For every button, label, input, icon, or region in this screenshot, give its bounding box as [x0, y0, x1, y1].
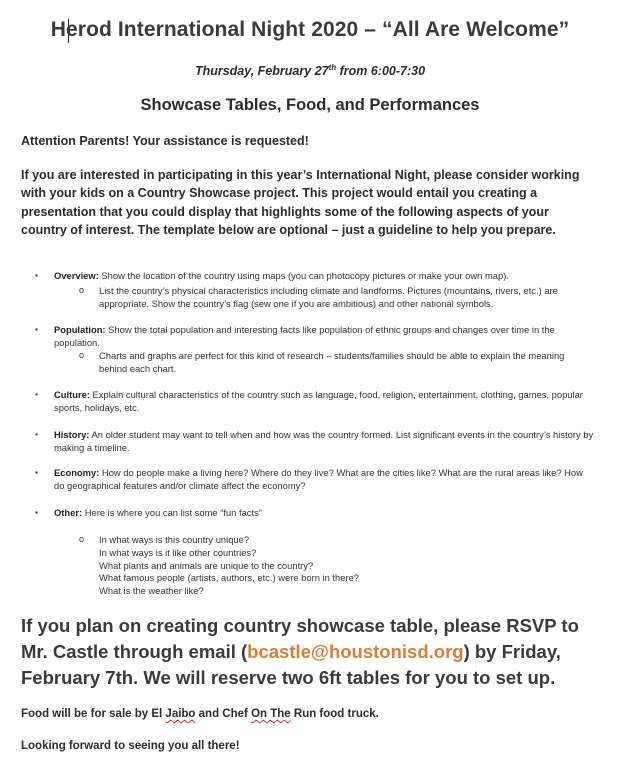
bullet-icon: ▪ — [35, 271, 38, 280]
item-text: Here is where you can list some “fun facts” — [82, 507, 262, 518]
item-text: Show the location of the country using maps (you can photocopy pictures or make your own map). — [98, 270, 509, 281]
bullet-icon: ▪ — [35, 430, 38, 439]
food-text-2: and Chef — [195, 708, 252, 720]
item-text: Show the total population and interesting facts like population of ethnic groups and changes over time in the population. — [54, 324, 555, 348]
fun-fact-item: In what ways is this country unique? — [99, 534, 250, 545]
food-text-3: Run food truck. — [290, 708, 379, 720]
document-title: Herod International Night 2020 – “All Are Welcome” — [50, 18, 570, 41]
closing-line: Looking forward to seeing you all there! — [21, 740, 240, 752]
list-item-economy — [35, 467, 594, 493]
list-item-overview — [35, 270, 594, 283]
section-heading: Showcase Tables, Food, and Performances — [140, 96, 480, 114]
item-text: An older student may want to tell when and how was the country formed. List significant events in the country’s history by making a timeline. — [54, 429, 594, 453]
fun-fact-item: What is the weather like? — [99, 585, 204, 597]
date-ordinal: th — [328, 63, 337, 72]
rsvp-paragraph — [21, 613, 601, 691]
sub-item-text: Charts and graphs are perfect for this kind of research – students/families should be able to explain the meaning behind each chart. — [99, 350, 565, 374]
rsvp-text-start: If you plan on creating country showcase table, please RSVP to Mr. Castle through email ( — [21, 615, 579, 662]
bullet-icon: ▪ — [35, 508, 38, 517]
bullet-icon: ▪ — [35, 325, 38, 334]
food-text-1: Food will be for sale by El — [21, 708, 166, 720]
fun-fact-item: In what ways is it like other countries? — [99, 546, 257, 558]
sub-item-overview — [79, 285, 579, 311]
circle-bullet-icon: o — [79, 350, 85, 360]
bullet-icon: ▪ — [35, 390, 38, 399]
event-date-time — [0, 63, 620, 78]
list-item-history — [35, 429, 594, 455]
fun-fact-item: What plants and animals are unique to the country? — [99, 559, 314, 571]
fun-facts-list — [79, 534, 594, 598]
rsvp-text-end: ) by Friday, February 7th. We will reserve two 6ft tables for you to set up. — [21, 641, 561, 688]
item-text: How do people make a living here? Where do they live? What are the cities like? What are the rural areas like? How do geographical features and/or climate affect the economy? — [54, 467, 583, 491]
item-label: Economy: — [54, 467, 100, 478]
spellcheck-word-jaibo: Jaibo — [165, 708, 196, 720]
event-date: Thursday, February 27 — [194, 64, 329, 79]
item-text: Explain cultural characteristics of the country such as language, food, religion, entertainment, clothing, games, popular sports, holidays, etc. — [54, 389, 583, 413]
fun-fact-item: What famous people (artists, authors, etc.) were born in there? — [99, 572, 360, 584]
list-item-culture — [35, 389, 594, 415]
spellcheck-word-on-the: On The — [251, 708, 291, 720]
attention-line: Attention Parents! Your assistance is requested! — [21, 134, 309, 148]
item-label: Population: — [54, 324, 106, 335]
circle-bullet-icon: o — [79, 285, 85, 295]
food-line — [21, 708, 601, 720]
sub-item-population — [79, 350, 594, 376]
circle-bullet-icon: o — [79, 534, 85, 544]
item-label: Culture: — [54, 389, 90, 400]
item-label: Other: — [54, 507, 83, 518]
intro-paragraph: If you are interested in participating in this year’s International Night, please consider working with your kids on a Country Showcase project. This project would entail you creating a presentation that you could display that highlights some of the following aspects of your country of interest. The template below are optional – just a guideline to help you prepare. — [21, 168, 580, 238]
list-item-population — [35, 324, 594, 350]
sub-item-text: List the country’s physical characteristics including climate and landforms. Pictures (mountains, rivers, etc.) are appropriate. Show the country’s flag (sew one if you are ambitious) and other national symbols. — [99, 285, 558, 309]
item-label: History: — [54, 429, 90, 440]
event-time: from 6:00-7:30 — [336, 64, 426, 79]
bullet-icon: ▪ — [35, 468, 38, 477]
email-link[interactable]: bcastle@houstonisd.org — [247, 641, 464, 662]
item-label: Overview: — [54, 270, 99, 281]
list-item-other — [35, 507, 594, 520]
